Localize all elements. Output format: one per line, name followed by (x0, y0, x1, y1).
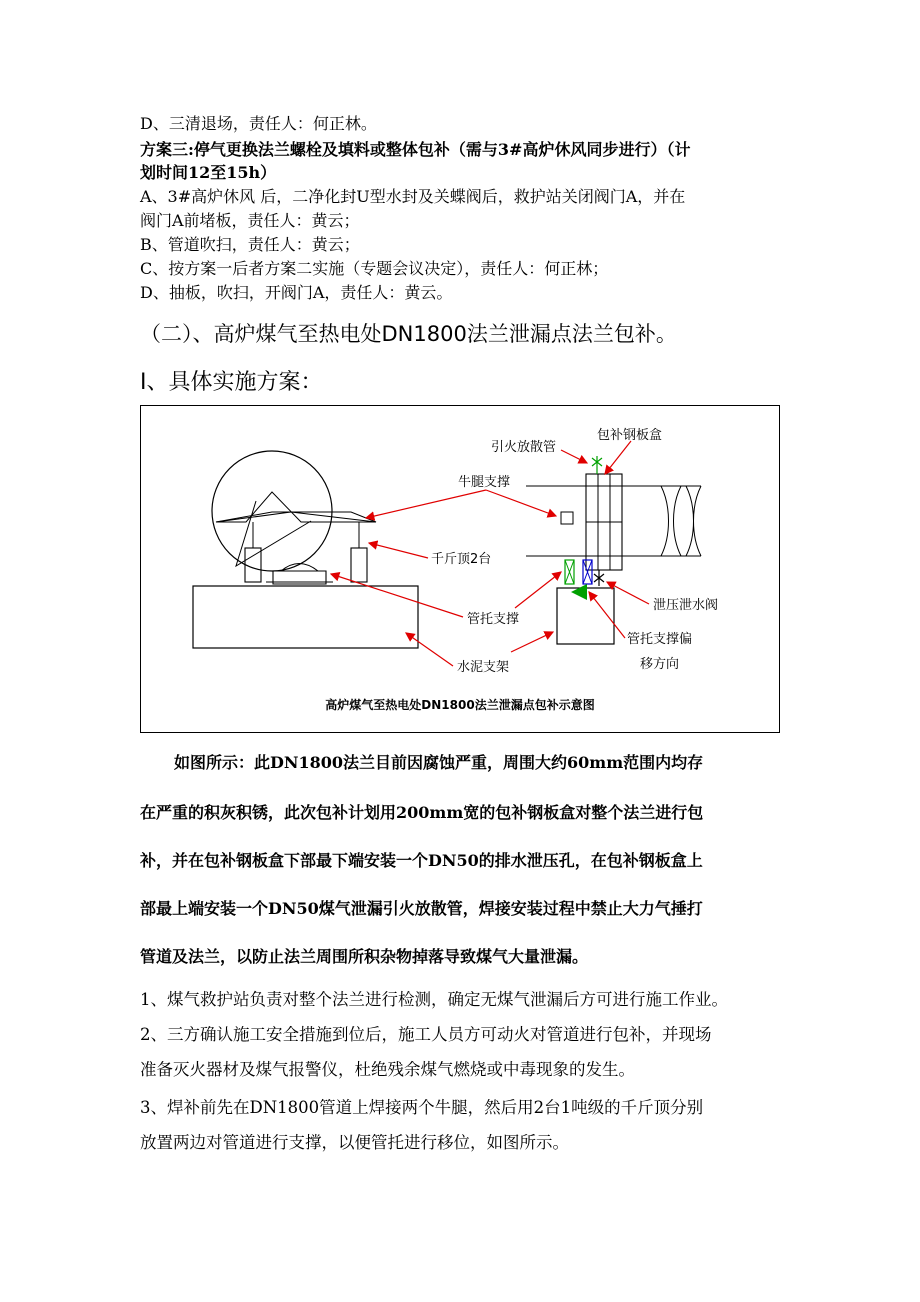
jack-right (351, 548, 367, 582)
description-line-4: 部最上端安装一个DN50煤气泄漏引火放散管，焊接安装过程中禁止大力气捶打 (140, 899, 703, 918)
step-1: 1、煤气救护站负责对整个法兰进行检测，确定无煤气泄漏后方可进行施工作业。 (140, 990, 728, 1009)
pipe-circle (212, 451, 332, 571)
label-support-offset-1: 管托支撑偏 (627, 632, 693, 647)
vent-pipe-icon (592, 456, 602, 474)
step-2-line2: 准备灭火器材及煤气报警仪，杜绝残余煤气燃烧或中毒现象的发生。 (140, 1060, 635, 1079)
section2-subheading: Ⅰ、具体实施方案： (140, 370, 323, 395)
step-2-line1: 2、三方确认施工安全措施到位后，施工人员方可动火对管道进行包补，并现场 (140, 1025, 712, 1044)
flange-diagram (141, 406, 779, 732)
plan2-step-d: D、三清退场，责任人：何正林。 (140, 114, 377, 133)
description-line-1: 如图所示：此DN1800法兰目前因腐蚀严重，周围大约60mm范围内均存 (174, 753, 704, 772)
corbel-square (561, 512, 573, 524)
step-3-line1: 3、焊补前先在DN1800管道上焊接两个牛腿，然后用2台1吨级的千斤顶分别 (140, 1098, 704, 1117)
plan3-step-a-line2: 阀门A前堵板，责任人：黄云； (140, 211, 360, 230)
cement-stand-left (193, 586, 418, 648)
section2-heading: （二）、高炉煤气至热电处DN1800法兰泄漏点法兰包补。 (140, 322, 677, 346)
description-line-3: 补，并在包补钢板盒下部最下端安装一个DN50的排水泄压孔，在包补钢板盒上 (140, 851, 703, 870)
label-patch-box: 包补钢板盒 (597, 428, 663, 443)
label-cement-stand: 水泥支架 (457, 660, 510, 675)
label-drain-valve: 泄压泄水阀 (653, 598, 719, 613)
description-line-5: 管道及法兰，以防止法兰周围所积杂物掉落导致煤气大量泄漏。 (140, 947, 589, 966)
step-3-line2: 放置两边对管道进行支撑，以便管托进行移位，如图所示。 (140, 1133, 569, 1152)
plan3-title-line1: 方案三:停气更换法兰螺栓及填料或整体包补（需与3#高炉休风同步进行）（计 (140, 140, 691, 159)
drain-valve-icon (594, 570, 604, 586)
plan3-step-c: C、按方案一后者方案二实施（专题会议决定），责任人：何正林； (140, 259, 609, 278)
plan3-step-b: B、管道吹扫，责任人：黄云； (140, 235, 360, 254)
label-vent-pipe: 引火放散管 (491, 440, 557, 455)
figure-caption: 高炉煤气至热电处DN1800法兰泄漏点包补示意图 (325, 698, 595, 712)
label-support-offset-2: 移方向 (640, 657, 680, 672)
label-pipe-support: 管托支撑 (467, 612, 520, 627)
figure-frame (140, 405, 780, 733)
label-jack: 千斤顶2台 (431, 552, 492, 567)
description-line-2: 在严重的积灰积锈，此次包补计划用200mm宽的包补钢板盒对整个法兰进行包 (140, 803, 704, 822)
jack-left (245, 548, 261, 582)
plan3-title-line2: 划时间12至15h） (140, 163, 277, 182)
cement-stand-right (557, 588, 614, 644)
plan3-step-d: D、抽板，吹扫，开阀门A，责任人：黄云。 (140, 283, 453, 302)
label-corbel-support: 牛腿支撑 (458, 475, 511, 490)
plan3-step-a-line1: A、3#高炉休风 后，二净化封U型水封及关蝶阀后，救护站关闭阀门A，并在 (140, 187, 686, 206)
corbel-left (216, 492, 376, 522)
